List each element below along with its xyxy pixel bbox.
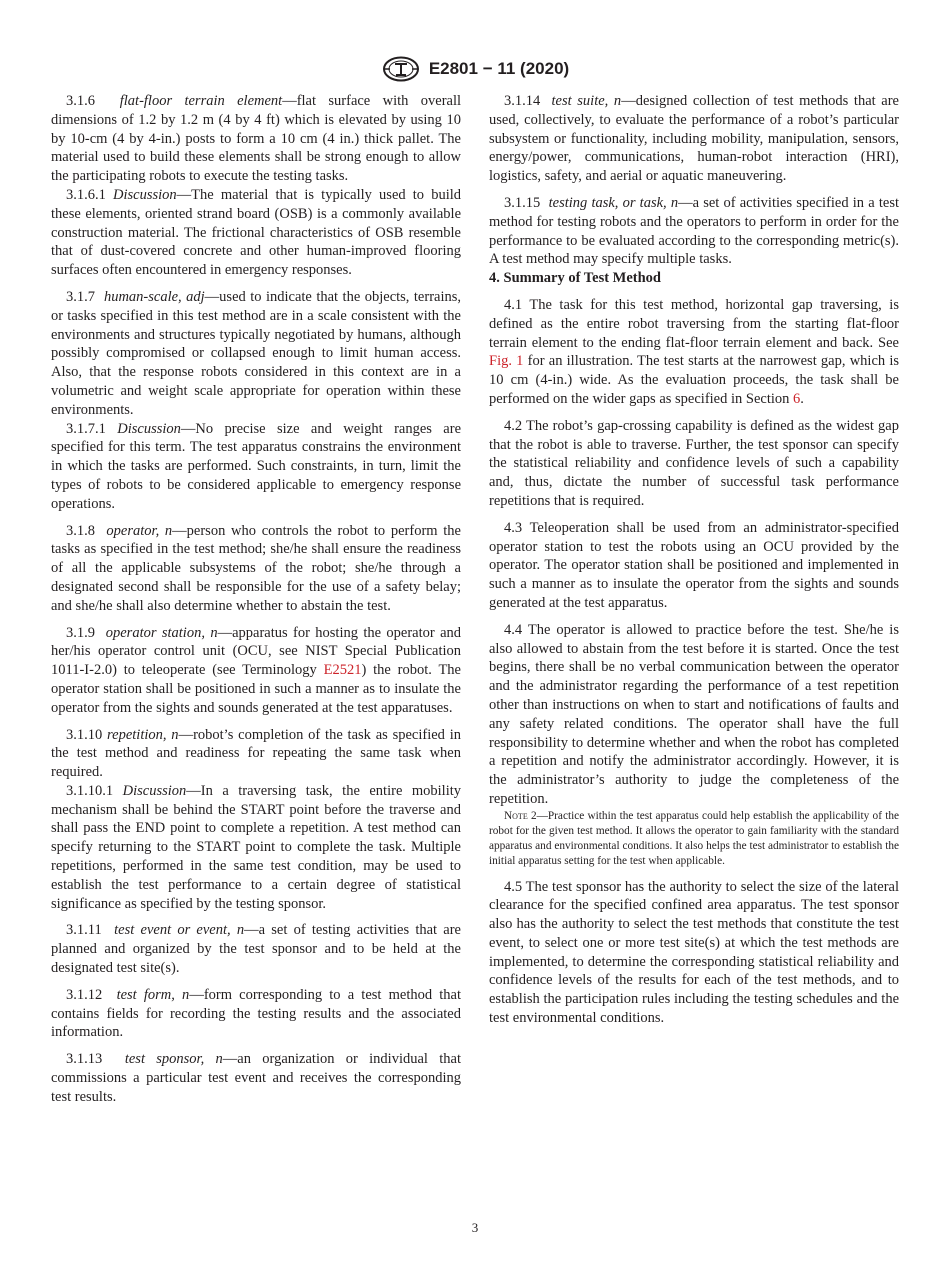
paragraph-4-3: 4.3 Teleoperation shall be used from an administrator-specified operator station to test the robots using an OCU provided by the operator. The operator station shall be positioned and implemented in such a manner as to insulate the operator from the sights and sounds generated at the test apparatus. — [489, 519, 899, 611]
paragraph-4-2: 4.2 The robot’s gap-crossing capability is defined as the widest gap that the robot is able to traverse. Further, the test sponsor can specify the statistical reliability and confidence levels of such a capability and, thus, dictate the number of successful task performance repetitions that is required. — [489, 417, 899, 509]
paragraph-4-1: 4.1 The task for this test method, horizontal gap traversing, is defined as the entire robot traversing from the starting flat-floor terrain element to the ending flat-floor terrain element and back. See Fig. 1 for an illustration. The test starts at the narrowest gap, which is 10 cm (4-in.) wide. As the evaluation proceeds, the task shall be performed on the wider gaps as specified in Section 6. — [489, 296, 900, 407]
link-fig-1[interactable]: Fig. 1 — [489, 353, 524, 370]
paragraph-3-1-11: 3.1.11 test event or event, n—a set of testing activities that are planned and organized by the test sponsor and to be held at the designated test site(s). — [51, 922, 461, 977]
page-number: 3 — [471, 1220, 479, 1235]
paragraph-3-1-13: 3.1.13 test sponsor, n—an organization or individual that commissions a particular test event and receives the corresponding test results. — [51, 1051, 461, 1105]
page-header — [0, 56, 950, 82]
document-designation: E2801 − 11 (2020) — [428, 59, 570, 78]
paragraph-3-1-6-1: 3.1.6.1 Discussion—The material that is typically used to build these elements, oriented strand board (OSB) is a commonly available construction material. The frictional characteristics of OSB resemble that of dust-covered concrete and other human-improved flooring surfaces often encountered in emergency responses. — [51, 186, 462, 279]
paragraph-3-1-7-1: 3.1.7.1 Discussion—No precise size and weight ranges are specified for this term. The test apparatus constrains the environment in which the tasks are performed. Such constraints, in turn, limit the types of robots to be considered applicable to emergency response operations. — [51, 420, 462, 512]
paragraph-3-1-9: 3.1.9 operator station, n—apparatus for hosting the operator and her/his operator control unit (OCU, see NIST Special Publication 1011-I-2.0) to teleoperate (see Terminology E2521) the robot. The operator station shall be positioned in such a manner as to insulate the operator from the sights and sounds generated at the test apparatuses. — [51, 624, 462, 716]
paragraph-3-1-6: 3.1.6 flat-floor terrain element—flat surface with overall dimensions of 1.2 by 1.2 m (4 by 4 ft) which is elevated by using 10 by 10-cm (4 by 4-in.) posts to form a 10 cm (4 in.) thick pallet. The material used to build these elements shall be strong enough to allow the participating robots to execute the testing tasks. — [51, 93, 462, 185]
section-4-heading: 4. Summary of Test Method — [489, 270, 661, 287]
left-column — [51, 92, 461, 1107]
astm-logo — [381, 56, 421, 82]
paragraph-3-1-10-1: 3.1.10.1 Discussion—In a traversing task, the entire mobility mechanism shall be behind the START point before the traverse and shall pass the END point to complete a repetition. A test method can specify returning to the START point to complete the task. Multiple repetitions, performed in the same test condition, may be used to establish the test performance to a certain degree of statistical significance as specified by the testing sponsor. — [51, 782, 461, 912]
paragraph-3-1-10: 3.1.10 repetition, n—robot’s completion of the task as specified in the test method and readiness for repeating the same task when required. — [51, 726, 461, 781]
right-column — [489, 92, 899, 1028]
link-section-6[interactable]: 6 — [793, 390, 801, 407]
note-2: Note 2—Practice within the test apparatus could help establish the applicability of the robot for the given test method. It allows the operator to gain familiarity with the standard apparatus and environmental conditions. It also helps the test administrator to establish the initial apparatus setting for the test when applicable. — [489, 809, 899, 868]
paragraph-3-1-8: 3.1.8 operator, n—person who controls the robot to perform the tasks as specified in the test method; she/he shall ensure the readiness of all the applicable subsystems of the robot; she/he through a designated second shall be responsible for the use of a safety belay; and she/he shall also determine whether to abstain the test. — [51, 522, 461, 614]
paragraph-3-1-12: 3.1.12 test form, n—form corresponding to a test method that contains fields for recording the testing results and the associated information. — [51, 986, 462, 1041]
paragraph-3-1-15: 3.1.15 testing task, or task, n—a set of activities specified in a test method for testing robots and the operators to perform in order for the performance to be evaluated according to the corresponding metric(s). A test method may specify multiple tasks. — [489, 194, 899, 268]
paragraph-4-5: 4.5 The test sponsor has the authority to select the size of the lateral clearance for the specified confined area apparatus. The test sponsor also has the authority to select the test methods that constitute the test event, to select one or more test site(s) at which the test methods are implemented, to determine the corresponding statistical reliability and confidence levels of the results for each of the test methods, and to establish the participation rules including the testing schedules and the test environmental conditions. — [489, 878, 899, 1027]
paragraph-3-1-7: 3.1.7 human-scale, adj—used to indicate that the objects, terrains, or tasks specified in this test method are in a scale consistent with the environments and structures typically negotiated by humans, although possibly compromised or collapsed enough to limit human access. Also, that the response robots considered in this context are in a volumetric and weight scale appropriate for operation within these environments. — [51, 288, 462, 418]
link-e2521[interactable]: E2521 — [323, 662, 362, 679]
paragraph-4-4: 4.4 The operator is allowed to practice before the test. She/he is also allowed to abstain from the test before it is started. Once the test begins, there shall be no verbal communication between the operator and the administrator regarding the performance of a test repetition other than instructions on when to start and notifications of faults and any safety related conditions. The operator shall have the full responsibility to determine whether and when the robot has completed a repetition and notify the administrator accordingly. However, it is the administrator’s authority to judge the completeness of the repetition. — [489, 621, 899, 807]
paragraph-3-1-14: 3.1.14 test suite, n—designed collection of test methods that are used, collectively, to evaluate the performance of a robot’s particular subsystem or functionality, including mobility, manipulation, sensors, energy/power, communications, human-robot interaction (HRI), logistics, safety, and aerial or aquatic maneuvering. — [489, 93, 899, 185]
